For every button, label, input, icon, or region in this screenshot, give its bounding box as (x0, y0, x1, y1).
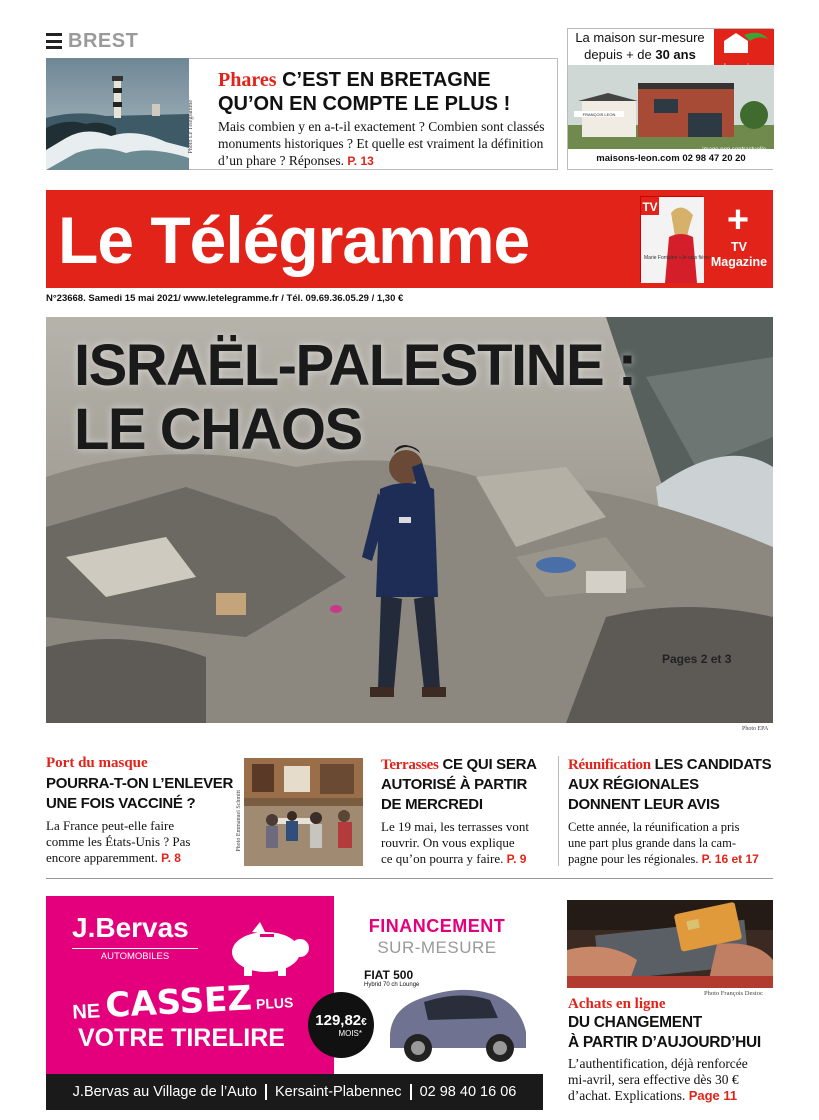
car-sub: Hybrid 70 ch Lounge (364, 982, 420, 988)
story-reunification[interactable] (568, 755, 776, 867)
teaser-text: Mais combien y en a-t-il exactement ? Combien sont classés monuments historiques ? Et quelle est vraiment la définition d’un phare ? Réponses. (218, 119, 545, 168)
page-ref[interactable]: P. 13 (347, 154, 374, 168)
story-headline-line: DU CHANGEMENT (568, 1014, 702, 1031)
top-teaser-headline[interactable] (218, 68, 548, 116)
story-headline-line: DE MERCREDI (381, 796, 483, 813)
teaser-kicker: Phares (218, 69, 277, 91)
story-body-line: une part plus grande dans la cam- (568, 836, 736, 850)
car-model: FIAT 500 (364, 968, 414, 982)
story-kicker: Port du masque (46, 755, 148, 771)
hero-headline-line: ISRAËL-PALESTINE : (74, 333, 636, 398)
house-logo-icon (714, 29, 774, 57)
hero-headline[interactable] (74, 334, 636, 462)
slogan-part: PLUS (251, 994, 294, 1013)
story-kicker: Terrasses (381, 757, 439, 773)
tv-magazine-label[interactable] (704, 240, 774, 270)
hero-headline-line: LE CHAOS (74, 397, 362, 462)
story-headline-line: UNE FOIS VACCINÉ ? (46, 795, 196, 812)
photo-credit: Photo Emmanuel Schmitt (236, 790, 242, 852)
story-body-line: comme les États-Unis ? Pas (46, 834, 191, 849)
story-headline-line: POURRA-T-ON L’ENLEVER (46, 775, 234, 792)
edition-label (46, 28, 138, 54)
piggy-bank-icon (216, 918, 316, 978)
plus-sign: + (726, 199, 750, 241)
story-headline-line: DONNENT LEUR AVIS (568, 796, 720, 813)
headline-line: QU’ON EN COMPTE LE PLUS ! (218, 93, 511, 115)
ad-contact-part: 02 98 40 16 06 (419, 1084, 517, 1100)
page-ref[interactable]: P. 16 et 17 (701, 852, 759, 866)
newspaper-logo[interactable]: Le Télégramme (58, 203, 530, 277)
separator (265, 1084, 267, 1100)
slogan-line: VOTRE TIRELIRE (78, 1024, 285, 1052)
price-badge (308, 992, 374, 1058)
story-body-line: rouvrir. On vous explique (381, 835, 515, 850)
page-ref[interactable]: P. 9 (506, 852, 527, 866)
tv-label: TV (731, 240, 747, 254)
ad-contact-bar[interactable] (46, 1074, 543, 1110)
price-period: MOIS* (338, 1029, 362, 1038)
ad-contact-part: Kersaint-Plabennec (275, 1084, 402, 1100)
issue-info-line: N°23668. Samedi 15 mai 2021/ www.letelegramme.fr / Tél. 09.69.36.05.29 / 1,30 € (46, 293, 404, 304)
ad-brand: J.Bervas (72, 912, 189, 943)
photo-credit: Photo EPA (742, 726, 769, 732)
story-achats[interactable] (568, 996, 778, 1104)
car-photo (382, 976, 532, 1068)
top-teaser-body (218, 118, 548, 170)
story-terrasses[interactable] (381, 755, 559, 867)
hero-page-ref[interactable]: Pages 2 et 3 (662, 652, 732, 666)
price-value: 129,82 (315, 1012, 362, 1029)
story-body-line: d’achat. Explications. (568, 1088, 686, 1103)
headline-line: C’EST EN BRETAGNE (282, 69, 491, 91)
story-body-line: Cette année, la réunification a pris (568, 820, 740, 834)
tv-magazine-cover[interactable] (640, 196, 711, 282)
story-body-line: mi-avril, sera effective dès 30 € (568, 1072, 739, 1087)
page-ref[interactable]: P. 8 (161, 851, 181, 865)
price-unit: € (361, 1017, 367, 1028)
photo-credit: Photo Le Télégramme (188, 100, 194, 154)
slogan-part: CASSEZ (104, 978, 253, 1027)
ad-line-bold: 30 ans (655, 47, 696, 62)
story-headline-line: CE QUI SERA (438, 756, 537, 773)
story-body-line: encore apparemment. (46, 850, 158, 865)
tv-cover-caption: Marie Fontaine «Je suis fière» (644, 255, 711, 261)
story-headline-line: AUTORISÉ À PARTIR (381, 776, 528, 793)
house-photo (568, 65, 774, 151)
story-body-line: L’authentification, déjà renforcée (568, 1056, 748, 1071)
ad-line: La maison sur-mesure (575, 30, 705, 45)
house-advert[interactable] (567, 28, 773, 170)
magazine-label: Magazine (710, 255, 768, 269)
story-body-line: La France peut-elle faire (46, 818, 175, 833)
card-payment-photo[interactable] (567, 900, 773, 988)
separator (410, 1084, 412, 1100)
story-kicker: Réunification (568, 757, 651, 773)
story-kicker: Achats en ligne (568, 996, 666, 1012)
story-body-line: ce qu’on pourra y faire. (381, 851, 504, 866)
sign-text: FRANÇOIS LEON (582, 112, 616, 117)
story-masque[interactable] (46, 755, 236, 866)
story-headline-line: À PARTIR D’AUJOURD’HUI (568, 1034, 761, 1051)
section-divider (46, 878, 773, 879)
story-headline-line: LES CANDIDATS (650, 756, 772, 773)
menu-icon[interactable] (46, 33, 62, 49)
slogan-part: NE (71, 1000, 107, 1024)
tv-cover-label: TV (642, 200, 658, 214)
lighthouse-photo[interactable] (46, 58, 189, 170)
story-headline-line: AUX RÉGIONALES (568, 776, 699, 793)
financing-label: SUR-MESURE (377, 938, 497, 957)
photo-credit: Photo François Destoc (704, 990, 763, 997)
edition-name: BREST (68, 29, 139, 52)
ad-brand-sub: AUTOMOBILES (72, 948, 198, 962)
ad-line: depuis + de (584, 47, 656, 62)
financing-label: FINANCEMENT (368, 916, 506, 936)
story-body-line: pagne pour les régionales. (568, 852, 699, 866)
page-ref[interactable]: Page 11 (688, 1088, 738, 1103)
column-divider (558, 756, 559, 866)
terrace-photo[interactable] (244, 758, 363, 866)
ad-contact-part: J.Bervas au Village de l’Auto (72, 1084, 257, 1100)
story-body-line: Le 19 mai, les terrasses vont (381, 819, 530, 834)
ad-footer[interactable]: maisons-leon.com 02 98 47 20 20 (568, 149, 774, 169)
